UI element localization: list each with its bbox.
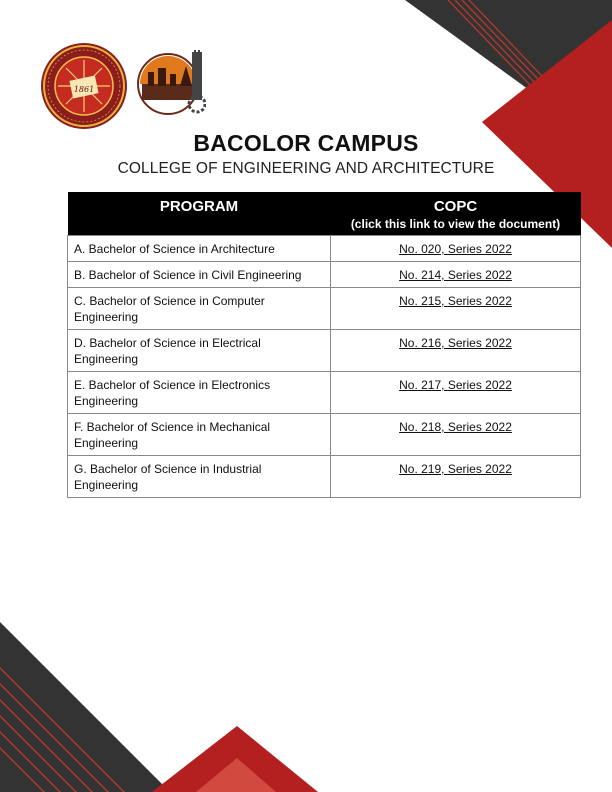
page-title: BACOLOR CAMPUS xyxy=(193,130,419,156)
program-table xyxy=(67,192,581,498)
bottom-left-dark-triangle xyxy=(0,622,170,792)
copc-link[interactable]: No. 217, Series 2022 xyxy=(399,378,512,392)
table-row xyxy=(68,456,581,498)
program-cell: D. Bachelor of Science in Electrical Engineering xyxy=(68,330,331,372)
table-header-row xyxy=(68,192,581,236)
program-cell: B. Bachelor of Science in Civil Engineering xyxy=(68,262,331,288)
copc-header-label: COPC xyxy=(433,198,478,215)
program-cell: G. Bachelor of Science in Industrial Engineering xyxy=(68,456,331,498)
copc-link[interactable]: No. 218, Series 2022 xyxy=(399,420,512,434)
table-row xyxy=(68,236,581,262)
program-cell: E. Bachelor of Science in Electronics Engineering xyxy=(68,372,331,414)
college-logo-icon xyxy=(134,46,206,120)
table-row xyxy=(68,372,581,414)
copc-link[interactable]: No. 219, Series 2022 xyxy=(399,462,512,476)
program-column-header: PROGRAM xyxy=(68,192,331,236)
program-cell: A. Bachelor of Science in Architecture xyxy=(68,236,331,262)
copc-link[interactable]: No. 216, Series 2022 xyxy=(399,336,512,350)
program-cell: F. Bachelor of Science in Mechanical Engineering xyxy=(68,414,331,456)
copc-link[interactable]: No. 215, Series 2022 xyxy=(399,294,512,308)
program-cell: C. Bachelor of Science in Computer Engineering xyxy=(68,288,331,330)
college-logo-label: DHVSU xyxy=(156,103,180,110)
copc-column-header xyxy=(331,192,581,236)
table-row xyxy=(68,288,581,330)
table-row xyxy=(68,330,581,372)
university-seal-icon xyxy=(40,42,128,130)
copc-header-note: (click this link to view the document) xyxy=(350,217,561,231)
page-subtitle: COLLEGE OF ENGINEERING AND ARCHITECTURE xyxy=(117,160,495,177)
seal-year: 1861 xyxy=(73,85,95,94)
table-row xyxy=(68,414,581,456)
table-row xyxy=(68,262,581,288)
copc-link[interactable]: No. 020, Series 2022 xyxy=(399,242,512,256)
copc-link[interactable]: No. 214, Series 2022 xyxy=(399,268,512,282)
